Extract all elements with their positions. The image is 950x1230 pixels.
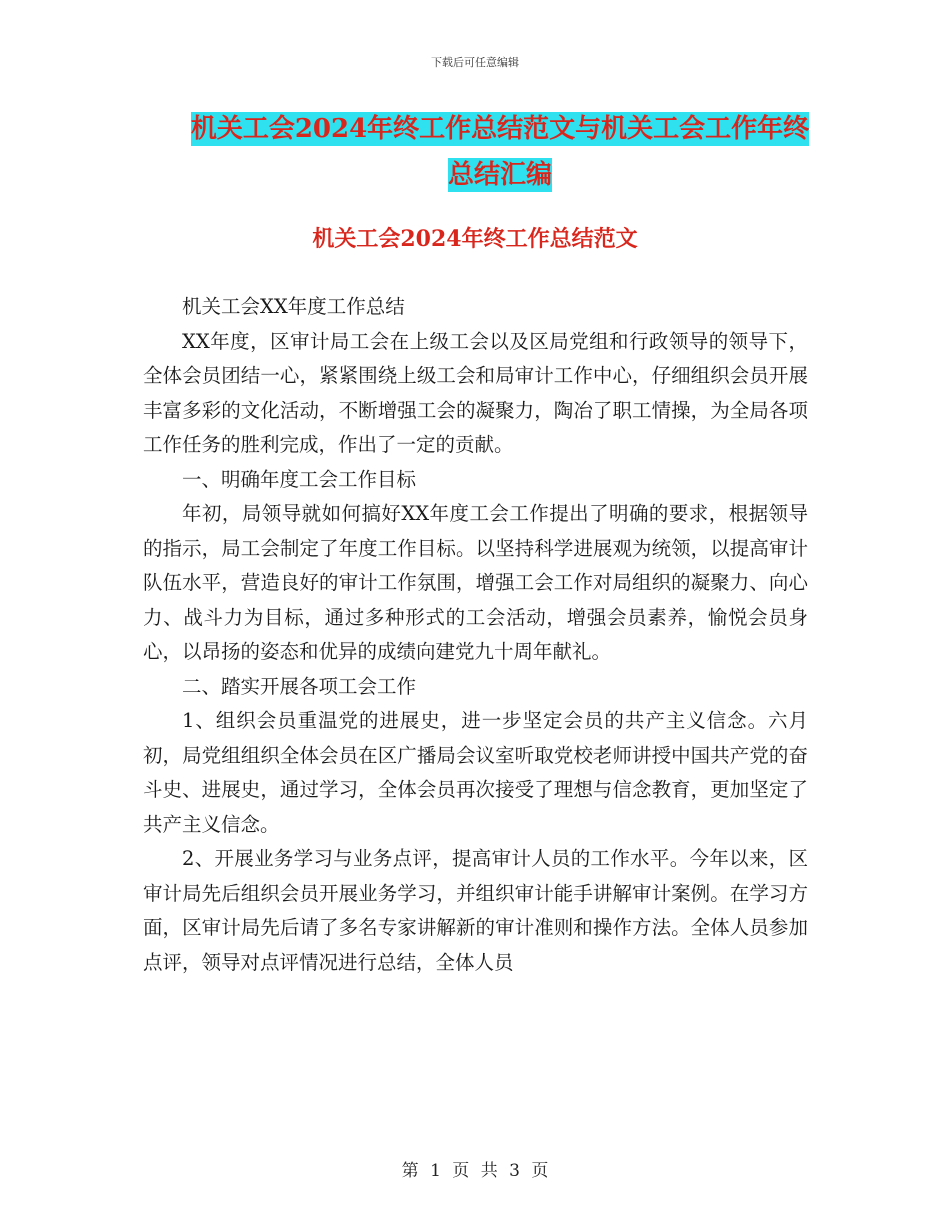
paragraph: 年初，局领导就如何搞好XX年度工会工作提出了明确的要求，根据领导的指示，局工会制定了年度工作目标。以坚持科学进展观为统领，以提高审计队伍水平，营造良好的审计工作氛围，增强工会工作对局组织的凝聚力、向心力、战斗力为目标，通过多种形式的工会活动，增强会员素养，愉悦会员身心，以昂扬的姿态和优异的成绩向建党九十周年献礼。 bbox=[143, 502, 808, 663]
paragraph-subtitle: 机关工会XX年度工作总结 bbox=[182, 295, 405, 318]
header-note: 下载后可任意编辑 bbox=[431, 56, 519, 69]
paragraph: 1、组织会员重温党的进展史，进一步坚定会员的共产主义信念。六月初，局党组组织全体会员在区广播局会议室听取党校老师讲授中国共产党的奋斗史、进展史，通过学习，全体会员再次接受了理想与信念教育，更加坚定了共产主义信念。 bbox=[143, 709, 808, 836]
title-line-2: 总结汇编 bbox=[447, 160, 552, 190]
paragraph-heading: 二、踏实开展各项工会工作 bbox=[182, 674, 417, 698]
paragraph: XX年度，区审计局工会在上级工会以及区局党组和行政领导的领导下，全体会员团结一心，紧紧围绕上级工会和局审计工作中心，仔细组织会员开展丰富多彩的文化活动，不断增强工会的凝聚力，陶冶了职工情操，为全局各项工作任务的胜利完成，作出了一定的贡献。 bbox=[143, 329, 808, 456]
paragraph-heading: 一、明确年度工会工作目标 bbox=[182, 467, 417, 491]
paragraph: 2、开展业务学习与业务点评，提高审计人员的工作水平。今年以来，区审计局先后组织会员开展业务学习，并组织审计能手讲解审计案例。在学习方面，区审计局先后请了多名专家讲解新的审计准则和操作方法。全体人员参加点评，领导对点评情况进行总结，全体人员 bbox=[143, 847, 808, 974]
page-number: 第 1 页 共 3 页 bbox=[401, 1161, 549, 1181]
section-title: 机关工会2024年终工作总结范文 bbox=[312, 226, 638, 252]
document-body bbox=[143, 290, 808, 980]
title-line-1: 机关工会2024年终工作总结范文与机关工会工作年终 bbox=[190, 114, 810, 144]
document-title bbox=[140, 106, 860, 198]
